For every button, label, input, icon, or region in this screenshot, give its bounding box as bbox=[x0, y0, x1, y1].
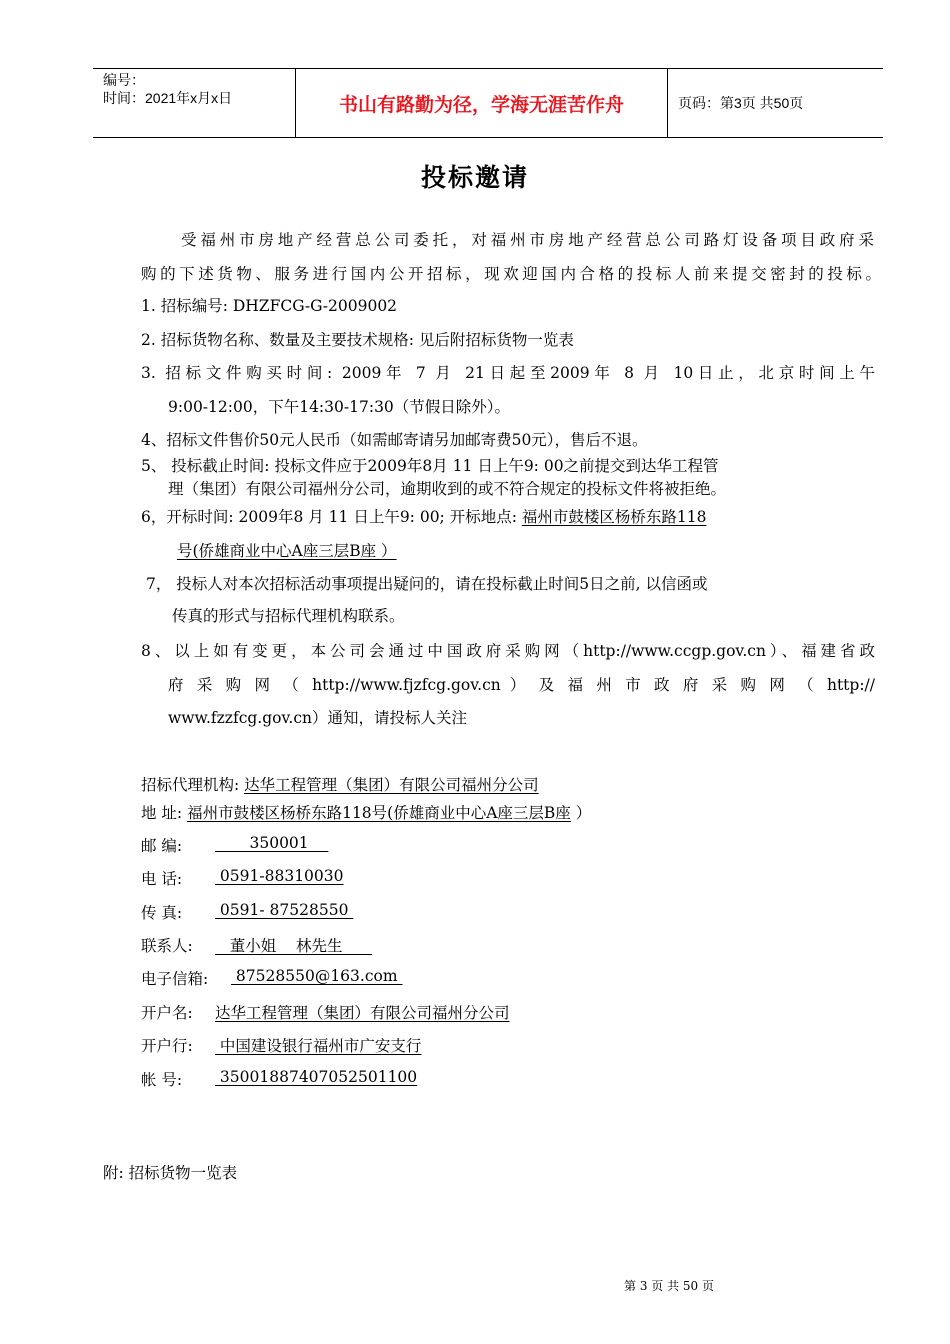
fax-label: 传 真: bbox=[141, 904, 183, 922]
item-3-line-1: 3. 招标文件购买时间: 2009年 7 月 21日起至2009年 8 月 10日止，北京时间上午 bbox=[141, 364, 875, 382]
page-header bbox=[93, 68, 883, 138]
contact-person-label: 联系人: bbox=[141, 937, 193, 955]
address-tail: ） bbox=[570, 804, 592, 822]
contact-person-value: 董小姐 林先生 bbox=[215, 937, 373, 955]
address-label: 地 址: bbox=[141, 804, 188, 822]
document-title: 投标邀请 bbox=[420, 163, 529, 192]
fax-value: 0591- 87528550 bbox=[215, 901, 354, 919]
account-number-value: 35001887407052501100 bbox=[215, 1068, 418, 1086]
attachment-note: 附: 招标货物一览表 bbox=[103, 1164, 238, 1182]
page-footer: 第 3 页 共 50 页 bbox=[624, 1279, 714, 1293]
postcode-label: 邮 编: bbox=[141, 837, 183, 855]
account-number-label: 帐 号: bbox=[141, 1071, 183, 1089]
item-3-line-2: 9:00-12:00，下午14:30-17:30（节假日除外）。 bbox=[168, 398, 511, 416]
header-page-label: 页码：第3页 共50页 bbox=[678, 95, 804, 111]
item-7-line-1: 7， 投标人对本次招标活动事项提出疑问的，请在投标截止时间5日之前, 以信函或 bbox=[146, 575, 708, 593]
item-1: 1. 招标编号: DHZFCG-G-2009002 bbox=[141, 297, 398, 315]
item-6-line-1 bbox=[141, 505, 706, 527]
item-5-line-2: 理（集团）有限公司福州分公司，逾期收到的或不符合规定的投标文件将被拒绝。 bbox=[168, 480, 727, 498]
item-8-line-1: 8、以上如有变更，本公司会通过中国政府采购网（http://www.ccgp.gov.cn）、福建省政 bbox=[141, 642, 875, 660]
address-value: 福州市鼓楼区杨桥东路118号(侨雄商业中心A座三层B座 bbox=[187, 804, 571, 822]
bank-value: 中国建设银行福州市广安支行 bbox=[215, 1037, 422, 1055]
item-7-line-2: 传真的形式与招标代理机构联系。 bbox=[172, 607, 405, 625]
account-name-label: 开户名: bbox=[141, 1004, 193, 1022]
agency-row bbox=[141, 773, 539, 795]
document-number-label: 编号： bbox=[103, 72, 145, 88]
item-6-prefix: 6，开标时间: 2009年8 月 11 日上午9: 00; 开标地点: bbox=[141, 508, 522, 526]
intro-line-2: 购的下述货物、服务进行国内公开招标，现欢迎国内合格的投标人前来提交密封的投标。 bbox=[141, 265, 881, 283]
header-meta bbox=[93, 69, 295, 137]
item-8-line-3: www.fzzfcg.gov.cn）通知，请投标人关注 bbox=[168, 709, 467, 727]
bank-label: 开户行: bbox=[141, 1037, 193, 1055]
intro-line-1: 受福州市房地产经营总公司委托，对福州市房地产经营总公司路灯设备项目政府采 bbox=[181, 231, 874, 249]
item-2: 2. 招标货物名称、数量及主要技术规格: 见后附招标货物一览表 bbox=[141, 331, 574, 349]
phone-label: 电 话: bbox=[141, 870, 183, 888]
address-row bbox=[141, 801, 591, 823]
document-time-label: 时间：2021年x月x日 bbox=[103, 90, 233, 106]
item-5-line-1: 5、 投标截止时间: 投标文件应于2009年8月 11 日上午9: 00之前提交到达华工程管 bbox=[141, 457, 719, 475]
item-8-line-2: 府 采 购 网 （ http://www.fjzfcg.gov.cn ） 及 福 州 市 政 府 采 购 网 （ http:// bbox=[168, 676, 875, 694]
account-name-value: 达华工程管理（集团）有限公司福州分公司 bbox=[215, 1004, 510, 1022]
email-value[interactable]: 87528550@163.com bbox=[231, 967, 403, 985]
email-label: 电子信箱: bbox=[141, 970, 209, 988]
agency-label: 招标代理机构: bbox=[141, 776, 245, 794]
header-motto: 书山有路勤为径，学海无涯苦作舟 bbox=[295, 69, 668, 137]
bid-opening-address-link[interactable]: 福州市鼓楼区杨桥东路118 bbox=[521, 508, 707, 526]
item-6-line-2: 号(侨雄商业中心A座三层B座 ） bbox=[177, 542, 397, 560]
agency-value: 达华工程管理（集团）有限公司福州分公司 bbox=[244, 776, 539, 794]
postcode-value: 350001 bbox=[215, 834, 329, 852]
item-4: 4、招标文件售价50元人民币（如需邮寄请另加邮寄费50元），售后不退。 bbox=[141, 431, 648, 449]
phone-value: 0591-88310030 bbox=[215, 867, 344, 885]
